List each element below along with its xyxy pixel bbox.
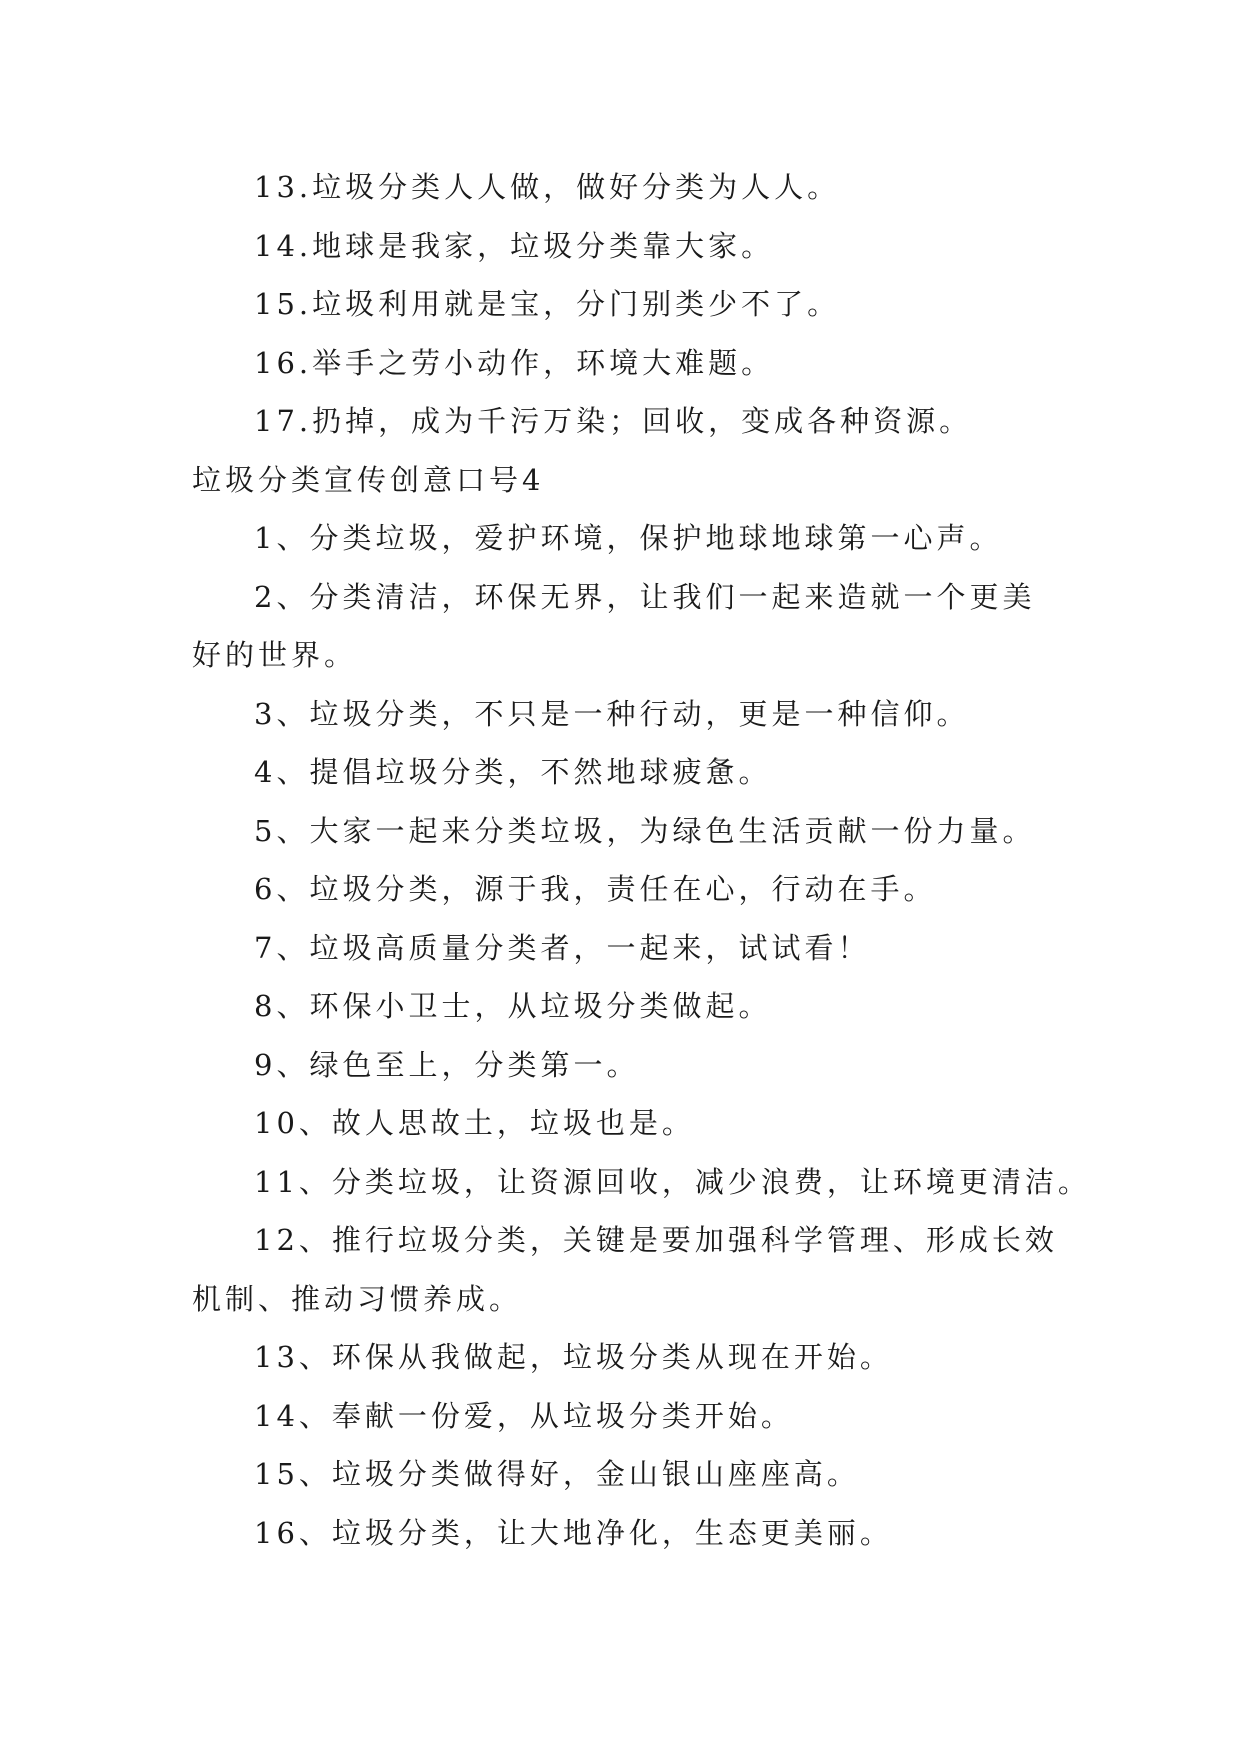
list-item: 15、垃圾分类做得好，金山银山座座高。	[254, 1457, 860, 1491]
list-item: 6、垃圾分类，源于我，责任在心，行动在手。	[254, 872, 937, 906]
list-item: 13、环保从我做起，垃圾分类从现在开始。	[254, 1340, 893, 1374]
list-item: 16.举手之劳小动作，环境大难题。	[254, 345, 775, 380]
list-item: 11、分类垃圾，让资源回收，减少浪费，让环境更清洁。	[254, 1164, 1091, 1199]
list-item: 14.地球是我家，垃圾分类靠大家。	[254, 228, 775, 263]
list-item: 17.扔掉，成为千污万染；回收，变成各种资源。	[254, 404, 973, 438]
document-body	[192, 158, 1091, 1562]
list-item: 7、垃圾高质量分类者，一起来，试试看！	[254, 930, 871, 965]
list-item: 12、推行垃圾分类，关键是要加强科学管理、形成长效	[254, 1223, 1058, 1257]
section-heading: 垃圾分类宣传创意口号4	[192, 462, 545, 497]
list-item: 8、环保小卫士，从垃圾分类做起。	[254, 989, 772, 1023]
list-item: 2、分类清洁，环保无界，让我们一起来造就一个更美	[254, 579, 1036, 614]
list-item: 5、大家一起来分类垃圾，为绿色生活贡献一份力量。	[254, 813, 1036, 848]
list-item-continuation: 好的世界。	[192, 638, 358, 672]
list-item: 15.垃圾利用就是宝，分门别类少不了。	[254, 287, 841, 321]
list-item: 14、奉献一份爱，从垃圾分类开始。	[254, 1398, 794, 1433]
list-item-continuation: 机制、推动习惯养成。	[192, 1281, 523, 1316]
list-item: 13.垃圾分类人人做，做好分类为人人。	[254, 170, 841, 204]
list-item: 16、垃圾分类，让大地净化，生态更美丽。	[254, 1515, 893, 1550]
list-item: 1、分类垃圾，爱护环境，保护地球地球第一心声。	[254, 521, 1003, 555]
list-item: 9、绿色至上，分类第一。	[254, 1047, 640, 1082]
list-item: 4、提倡垃圾分类，不然地球疲惫。	[254, 755, 772, 789]
list-item: 10、故人思故土，垃圾也是。	[254, 1106, 695, 1140]
list-item: 3、垃圾分类，不只是一种行动，更是一种信仰。	[254, 696, 970, 731]
